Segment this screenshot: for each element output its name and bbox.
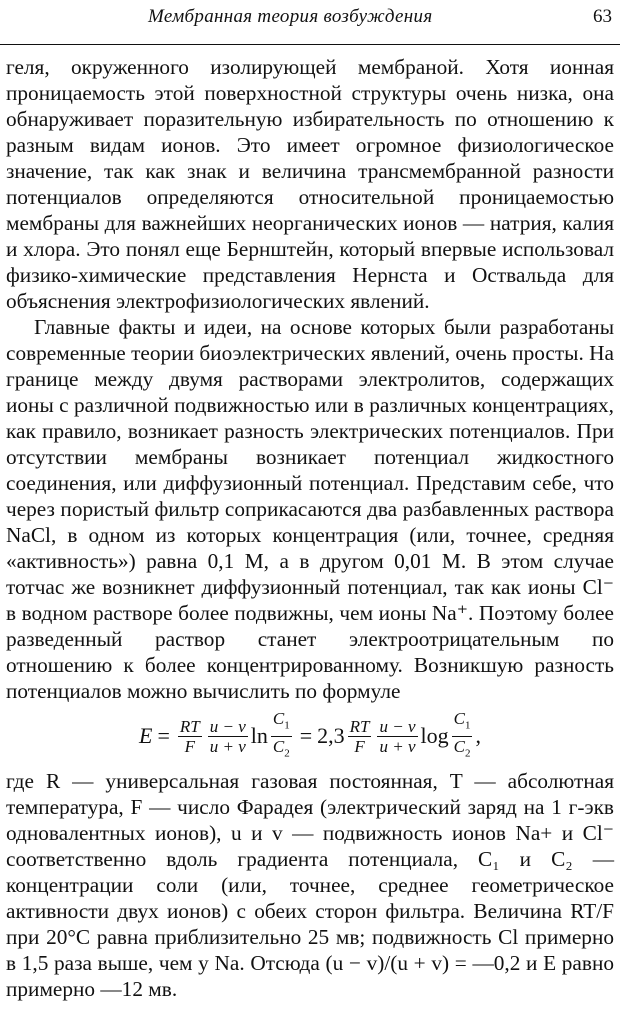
page-number: 63 — [593, 6, 612, 27]
fraction-numerator — [271, 709, 292, 736]
paragraph-continued: геля, окруженного изолирующей мембраной. Хотя ионная проницаемость этой поверхностной структуры очень низка, она обнаруживает поразительную избирательность по отношению к разным видам ионов. Это имеет огромное физиологическое значение, так как знак и величина трансмембранной разности потенциалов определяются относительной проницаемостью мембраны для важнейших неорганических ионов — натрия, калия и хлора. Это понял еще Бернштейн, который впервые использовал физико-химические представления Нернста и Оствальда для объяснения электрофизиологических явлений. — [6, 55, 614, 313]
fraction-denominator: u + v — [379, 736, 416, 756]
fraction-numerator: RT — [349, 716, 370, 736]
formula-log: log — [420, 723, 449, 748]
fraction-denominator: F — [354, 736, 365, 756]
fraction-denominator: F — [184, 736, 195, 756]
paragraph-main-facts: Главные факты и идеи, на основе которых были разработаны современные теории биоэлектрических явлений, очень просты. На границе между двумя растворами электролитов, содержащих ионы с различной подвижностью или в различных концентрациях, как правило, возникает разность электрических потенциалов. При отсутствии мембраны возникает потенциал жидкостного соединения, или диффузионный потенциал. Представим себе, что через пористый фильтр соприкасаются два разбавленных раствора NaCl, в одном из которых концентрация (или, точнее, средняя «активность») равна 0,1 M, а в другом 0,01 M. В этом случае тотчас же возникнет диффузионный потенциал, так как ионы Cl⁻ в водном растворе более подвижны, чем ионы Na⁺. Поэтому более разведенный раствор станет электроотрицательным по отношению к более концентрированному. Возникшую разность потенциалов можно вычислить по формуле — [6, 315, 614, 703]
formula-coefficient: 2,3 — [317, 723, 345, 748]
page-header — [0, 0, 620, 45]
fraction-denominator — [452, 737, 473, 763]
c1-subscript: 1 — [284, 719, 290, 732]
formula-equals: = — [157, 723, 170, 748]
c2-subscript: 2 — [284, 746, 290, 759]
fraction-numerator: u − v — [379, 716, 416, 736]
fraction-concentration — [271, 709, 292, 763]
c1-symbol: C — [272, 709, 285, 729]
formula-equals: = — [299, 723, 313, 748]
fraction-numerator — [452, 709, 473, 736]
fraction-mobility — [377, 717, 417, 756]
diffusion-potential-formula — [6, 704, 614, 768]
formula-lhs: E — [139, 723, 153, 748]
body-text — [6, 54, 614, 1002]
formula-ln: ln — [250, 723, 268, 748]
fraction-rt-f — [178, 717, 202, 756]
fraction-numerator: u − v — [209, 716, 246, 736]
c1-symbol: C — [453, 709, 465, 729]
fraction-denominator: u + v — [209, 736, 246, 756]
fraction-numerator: RT — [179, 716, 200, 736]
fraction-denominator — [271, 737, 292, 763]
running-title: Мембранная теория возбуждения — [148, 6, 433, 27]
formula-comma: , — [475, 723, 481, 748]
c2-subscript: 2 — [464, 746, 471, 759]
c1-subscript: 1 — [464, 719, 471, 732]
paragraph-definitions: где R — универсальная газовая постоянная, T — абсолютная температура, F — число Фарадея (электрический заряд на 1 г-экв одновалентных ионов), u и v — подвижность ионов Na+ и Cl⁻ соответственно вдоль градиента потенциала, C₁ и C₂ — концентрации соли (или, точнее, среднее геометрическое активности двух ионов) с обеих сторон фильтра. Величина RT/F при 20°C равна приблизительно 25 мв; подвижность Cl примерно в 1,5 раза выше, чем у Na. Отсюда (u − v)/(u + v) = —0,2 и E равно примерно —12 мв. — [6, 769, 614, 1001]
fraction-concentration — [452, 709, 473, 763]
c2-symbol: C — [272, 736, 285, 756]
fraction-mobility — [208, 717, 248, 756]
fraction-rt-f — [348, 717, 372, 756]
c2-symbol: C — [453, 736, 465, 756]
